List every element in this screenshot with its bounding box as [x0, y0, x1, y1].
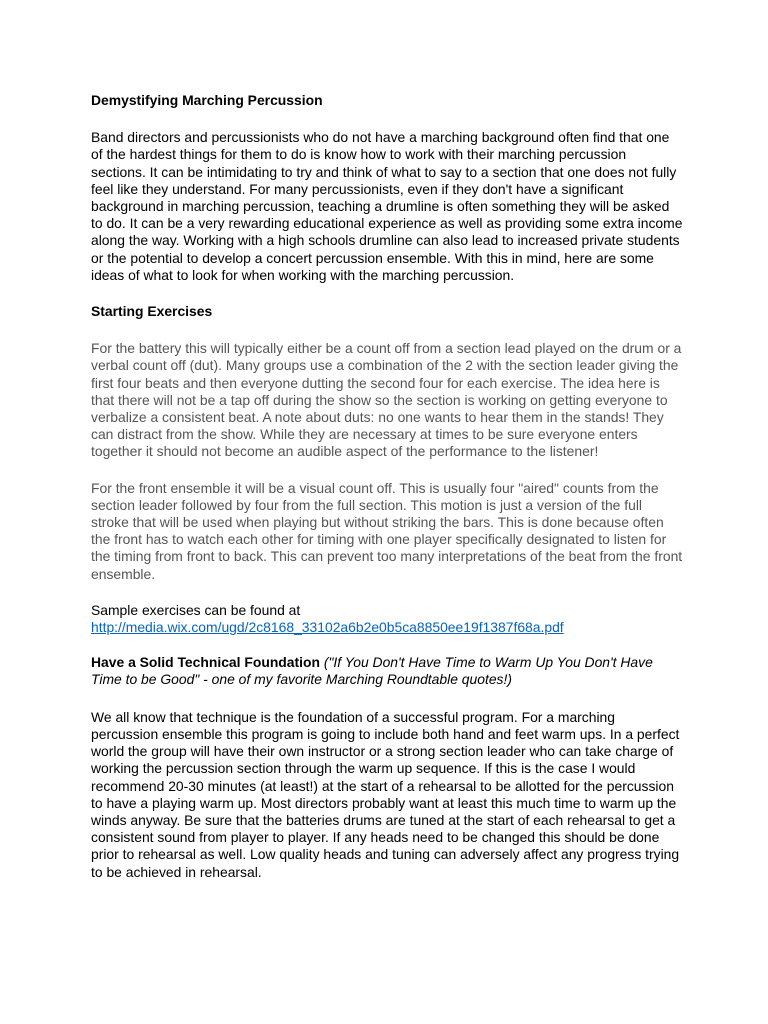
document-title: Demystifying Marching Percussion [91, 92, 323, 108]
section-heading-technical-foundation: Have a Solid Technical Foundation [91, 654, 320, 671]
sample-exercises-link-line [91, 619, 683, 636]
section-heading-technical-foundation-line [91, 654, 683, 688]
document-page [91, 92, 683, 881]
roundtable-quote: ("If You Don't Have Time to Warm Up You Don't Have Time to be Good" - one of my favorite Marching Roundtable quotes!) [91, 654, 653, 688]
sample-exercises-label: Sample exercises can be found at [91, 601, 301, 618]
sample-exercises-link[interactable]: http://media.wix.com/ugd/2c8168_33102a6b2e0b5ca8850ee19f1387f68a.pdf [91, 619, 564, 636]
battery-paragraph: For the battery this will typically either be a count off from a section lead played on the drum or a verbal count off (dut). Many groups use a combination of the 2 with the section leader giving the first four beats and then everyone dutting the second four for each exercise. The idea here is that there will not be a tap off during the show so the section is working on getting everyone to verbalize a consistent beat. A note about duts: no one wants to hear them in the stands! They can distract from the show. While they are necessary at times to be sure everyone enters together it should not become an audible aspect of the performance to the listener! [91, 340, 682, 460]
section-heading-starting-exercises: Starting Exercises [91, 303, 213, 320]
technique-paragraph: We all know that technique is the foundation of a successful program. For a marching percussion ensemble this program is going to include both hand and feet warm ups. In a perfect world the group will have their own instructor or a strong section leader who can take charge of working the percussion section through the warm up sequence. If this is the case I would recommend 20-30 minutes (at least!) at the start of a rehearsal to be allotted for the percussion to have a playing warm up. Most directors probably want at least this much time to warm up the winds anyway. Be sure that the batteries drums are tuned at the start of each rehearsal to get a consistent sound from player to player. If any heads need to be changed this should be done prior to rehearsal as well. Low quality heads and tuning can adversely affect any progress trying to be achieved in rehearsal. [91, 708, 680, 880]
front-ensemble-paragraph: For the front ensemble it will be a visual count off. This is usually four "aired" counts from the section leader followed by four from the full section. This motion is just a version of the full stroke that will be used when playing but without striking the bars. This is done because often the front has to watch each other for timing with one player specifically designated to listen for the timing from front to back. This can prevent too many interpretations of the beat from the front ensemble. [91, 479, 683, 582]
intro-paragraph: Band directors and percussionists who do not have a marching background often find that one of the hardest things for them to do is know how to work with their marching percussion sections. It can be intimidating to try and think of what to say to a section that one does not fully feel like they understand. For many percussionists, even if they don't have a significant background in marching percussion, teaching a drumline is often something they will be asked to do. It can be a very rewarding educational experience as well as providing some extra income along the way. Working with a high schools drumline can also lead to increased private students or the potential to develop a concert percussion ensemble. With this in mind, here are some ideas of what to look for when working with the marching percussion. [91, 129, 683, 283]
